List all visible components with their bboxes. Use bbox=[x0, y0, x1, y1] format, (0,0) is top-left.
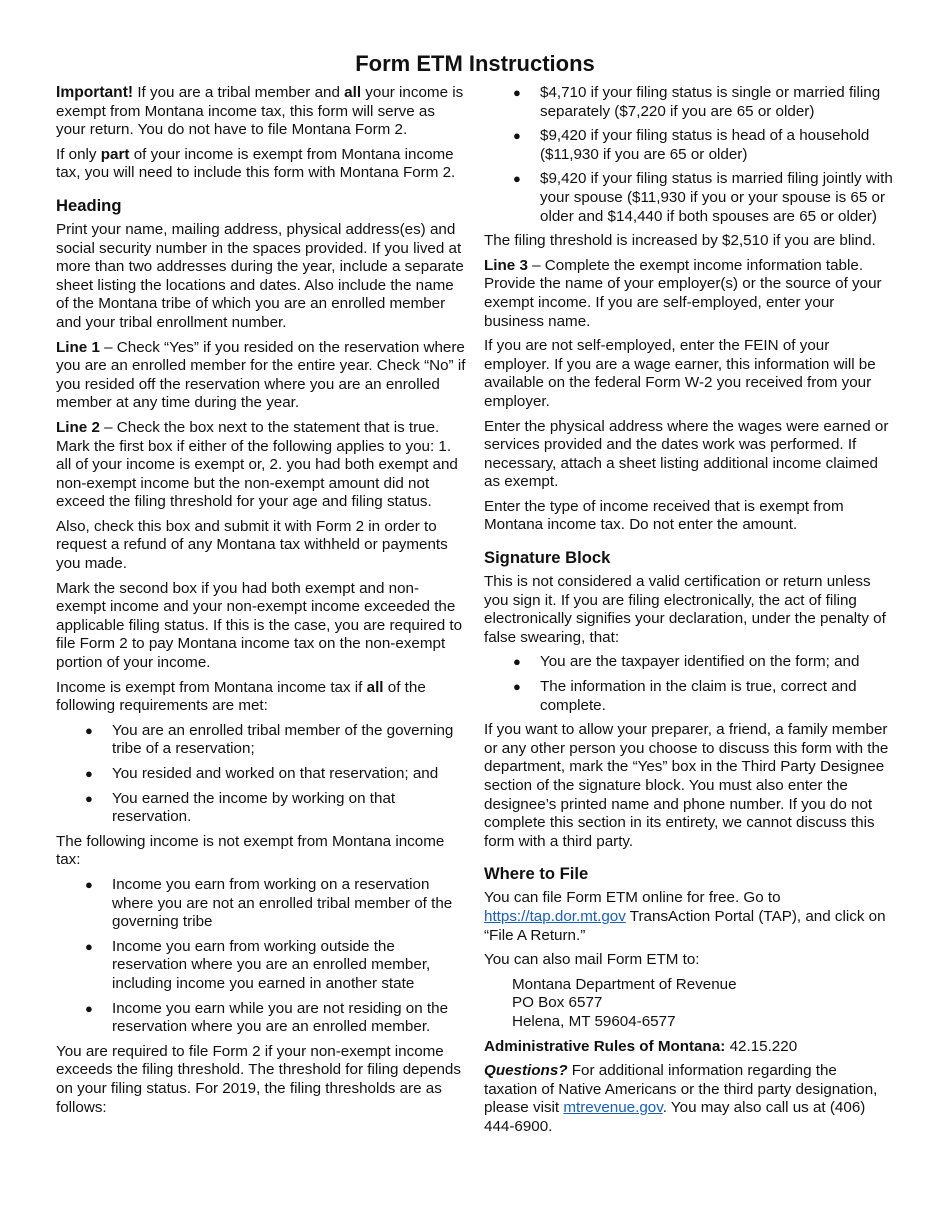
income-type-paragraph: Enter the type of income received that is exempt from Montana income tax. Do not enter the amount. bbox=[484, 497, 844, 534]
signature-paragraph: This is not considered a valid certification or return unless you sign it. If you are filing electronically, the act of filing electronically signifies your declaration, under the penalty of false swearing, that: bbox=[484, 573, 886, 646]
requirements-list bbox=[56, 722, 466, 827]
address-line: Helena, MT 59604-6577 bbox=[512, 1012, 676, 1030]
only-part-paragraph: If only part of your income is exempt from Montana income tax, you will need to include this form with Montana Form 2. bbox=[56, 145, 456, 182]
line1-paragraph: Line 1 – Check “Yes” if you resided on the reservation where you are an enrolled member for the entire year. Check “No” if you resided off the reservation where you are an enrolled member at any time during the year. bbox=[56, 338, 466, 412]
list-item: ● Income you earn while you are not residing on the reservation where you are an enrolled member. bbox=[85, 999, 449, 1036]
line1-label: Line 1 bbox=[56, 338, 100, 356]
left-column bbox=[56, 84, 466, 1123]
bullet-icon: ● bbox=[513, 654, 521, 670]
list-item: ● You are an enrolled tribal member of the governing tribe of a reservation; bbox=[85, 721, 454, 758]
bullet-icon: ● bbox=[85, 938, 93, 954]
mail-intro: You can also mail Form ETM to: bbox=[484, 951, 700, 969]
admin-rules-value: 42.15.220 bbox=[729, 1037, 798, 1055]
required-file-paragraph: You are required to file Form 2 if your non-exempt income exceeds the filing threshold. The threshold for filing depends on your filing status. For 2019, the filing thresholds are as follows: bbox=[56, 1042, 461, 1116]
signature-block-title: Signature Block bbox=[484, 548, 611, 568]
bullet-icon: ● bbox=[85, 1000, 93, 1016]
also-check-paragraph: Also, check this box and submit it with Form 2 in order to request a refund of any Montana tax withheld or payments you made. bbox=[56, 517, 448, 573]
tap-link[interactable]: https://tap.dor.mt.gov bbox=[484, 907, 626, 925]
list-item: ● $9,420 if your filing status is head of a household ($11,930 if you are 65 or older) bbox=[513, 127, 870, 163]
important-paragraph: Important! If you are a tribal member and all your income is exempt from Montana income tax, this form will serve as your return. You do not have to file Montana Form 2. bbox=[56, 84, 464, 139]
designee-paragraph: If you want to allow your preparer, a friend, a family member or any other person you choose to discuss this form with the department, mark the “Yes” box in the Third Party Designee section of the signature block. You must also enter the designee’s printed name and phone number. If you do not complete this section in its entirety, we cannot discuss this form with a third party. bbox=[484, 721, 889, 850]
bullet-icon: ● bbox=[513, 679, 521, 695]
line3-paragraph: Line 3 – Complete the exempt income information table. Provide the name of your employer(s) or the source of your exempt income. If you are self-employed, enter your business name. bbox=[484, 256, 882, 330]
list-item: ● The information in the claim is true, correct and complete. bbox=[513, 678, 857, 714]
not-exempt-list bbox=[56, 876, 466, 1037]
list-item: ● You are the taxpayer identified on the form; and bbox=[513, 653, 860, 671]
blind-paragraph: The filing threshold is increased by $2,510 if you are blind. bbox=[484, 232, 876, 250]
list-item: ● You resided and worked on that reservation; and bbox=[85, 765, 439, 782]
bullet-icon: ● bbox=[85, 766, 93, 781]
mark-second-paragraph: Mark the second box if you had both exempt and non-exempt income and your non-exempt income exceeded the applicable filing status. If this is the case, you are required to file Form 2 to pay Montana income tax on the non-exempt portion of your income. bbox=[56, 579, 463, 672]
bullet-icon: ● bbox=[85, 722, 93, 738]
line3-label: Line 3 bbox=[484, 256, 528, 274]
bullet-icon: ● bbox=[513, 171, 521, 187]
address-line: PO Box 6577 bbox=[512, 994, 603, 1012]
bullet-icon: ● bbox=[85, 790, 93, 806]
list-item: ● $4,710 if your filing status is single or married filing separately ($7,220 if you are 65 or older) bbox=[513, 84, 881, 120]
fein-paragraph: If you are not self-employed, enter the FEIN of your employer. If you are a wage earner, this information will be available on the federal Form W-2 you received from your employer. bbox=[484, 337, 876, 410]
thresholds-list bbox=[484, 84, 894, 226]
heading-instructions: Print your name, mailing address, physical address(es) and social security number in the spaces provided. If you lived at more than two addresses during the year, include a separate sheet listing the locations and dates. Also include the name of the Montana tribe of which you are an enrolled member and your tribal enrollment number. bbox=[56, 220, 464, 331]
bullet-icon: ● bbox=[513, 128, 521, 144]
list-item: ● $9,420 if your filing status is married filing jointly with your spouse ($11,930 if you or your spouse is 65 or older and $14,440 if both spouses are 65 or older) bbox=[513, 170, 893, 225]
admin-rules-paragraph bbox=[484, 1038, 894, 1057]
admin-rules-label: Administrative Rules of Montana: bbox=[484, 1037, 726, 1055]
line2-paragraph: Line 2 – Check the box next to the statement that is true. Mark the first box if either of the following applies to you: 1. all of your income is exempt or, 2. you had both exempt and non-exempt income but the non-exempt amount did not exceed the filing threshold for your age and filing status. bbox=[56, 418, 458, 511]
physical-address-paragraph: Enter the physical address where the wages were earned or services provided and the dates work was performed. If necessary, attach a sheet listing additional income claimed as exempt. bbox=[484, 417, 889, 491]
not-exempt-intro: The following income is not exempt from Montana income tax: bbox=[56, 832, 445, 869]
where-to-file-title: Where to File bbox=[484, 864, 589, 884]
bullet-icon: ● bbox=[513, 85, 521, 100]
exempt-requirements-intro: Income is exempt from Montana income tax if all of the following requirements are met: bbox=[56, 678, 426, 715]
list-item: ● You earned the income by working on that reservation. bbox=[85, 789, 396, 826]
list-item: ● Income you earn from working outside the reservation where you are an enrolled member, including income you earned in another state bbox=[85, 937, 431, 992]
signature-list bbox=[484, 653, 894, 715]
questions-paragraph: Questions? For additional information regarding the taxation of Native Americans or the third party designation, please visit mtrevenue.gov. You may also call us at (406) 444-6900. bbox=[484, 1062, 878, 1135]
mailing-address bbox=[484, 976, 894, 1032]
online-filing-paragraph: You can file Form ETM online for free. Go to https://tap.dor.mt.gov TransAction Portal (TAP), and click on “File A Return.” bbox=[484, 889, 886, 944]
line2-label: Line 2 bbox=[56, 418, 100, 436]
important-label: Important! bbox=[56, 84, 134, 101]
page-title: Form ETM Instructions bbox=[355, 51, 595, 76]
mtrevenue-link[interactable]: mtrevenue.gov bbox=[563, 1099, 663, 1117]
heading-section-title: Heading bbox=[56, 195, 122, 215]
address-line: Montana Department of Revenue bbox=[512, 975, 737, 993]
bullet-icon: ● bbox=[85, 876, 93, 892]
list-item: ● Income you earn from working on a reservation where you are not an enrolled tribal member of the governing tribe bbox=[85, 875, 453, 931]
right-column bbox=[484, 84, 894, 1143]
questions-label: Questions? bbox=[484, 1062, 568, 1080]
